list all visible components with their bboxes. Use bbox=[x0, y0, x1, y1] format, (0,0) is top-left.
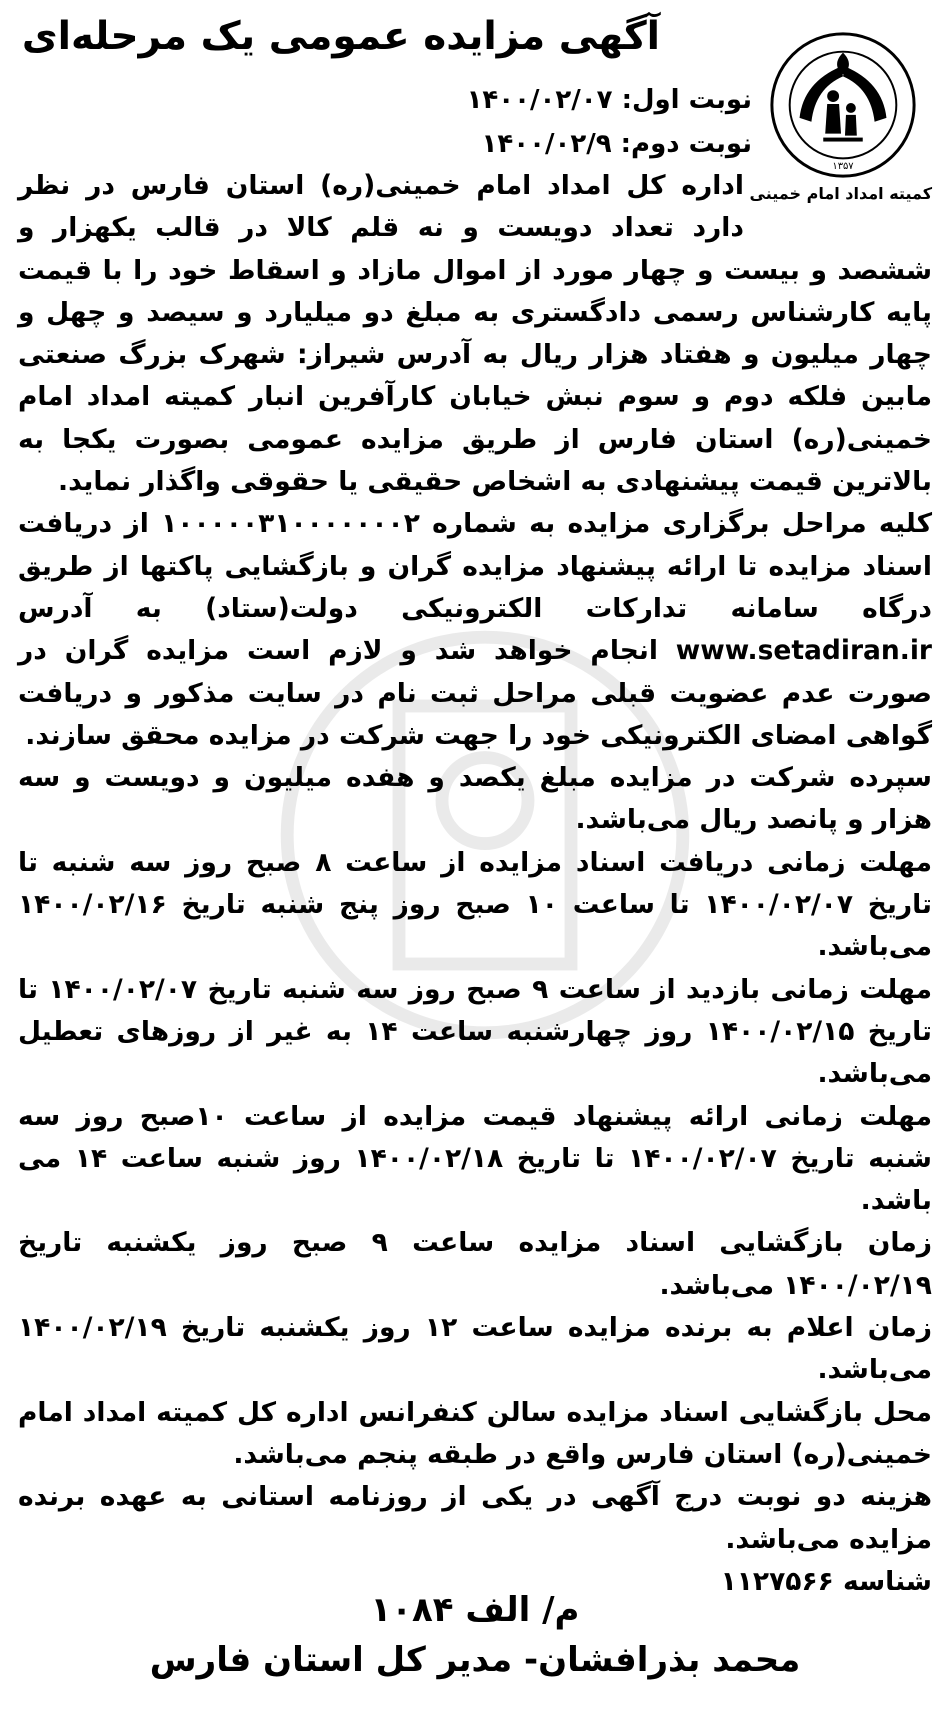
signature-block bbox=[0, 1590, 950, 1680]
logo-caption: کمیته امداد امام خمینی bbox=[749, 184, 932, 203]
logo-spacer bbox=[744, 165, 932, 249]
notice-body bbox=[18, 165, 932, 1603]
svg-text:۱۳۵۷: ۱۳۵۷ bbox=[832, 161, 854, 173]
paragraph-opening-time: زمان بازگشایی اسناد مزایده ساعت ۹ صبح روز یکشنبه تاریخ ۱۴۰۰/۰۲/۱۹ می‌باشد. bbox=[18, 1227, 932, 1301]
paragraph-offer-deadline: مهلت زمانی ارائه پیشنهاد قیمت مزایده از ساعت ۱۰صبح روز سه شنبه تاریخ ۱۴۰۰/۰۲/۰۷ تا تاریخ ۱۴۰۰/۰۲/۱۸ روز شنبه ساعت ۱۴ می باشد. bbox=[18, 1100, 932, 1217]
paragraph-deposit: سپرده شرکت در مزایده مبلغ یکصد و هفده میلیون و دویست و سه هزار و پانصد ریال می‌باشد. bbox=[18, 762, 932, 836]
shenaseh-id: شناسه ۱۱۲۷۵۶۶ bbox=[720, 1565, 932, 1597]
notice-title: آگهی مزایده عمومی یک مرحله‌ای bbox=[21, 14, 660, 59]
relief-committee-emblem-icon bbox=[764, 30, 922, 180]
paragraph-setad-procedure: کلیه مراحل برگزاری مزایده به شماره ۱۰۰۰۰۰۳۱۰۰۰۰۰۰۰۲ از دریافت اسناد مزایده تا ارائه پیشنهاد مزایده گران و بازگشایی پاکتها از طریق درگاه سامانه تدارکات الکترونیکی دولت(ستاد) به آدرس www.setadiran.ir انجام خواهد شد و لازم است مزایده گران در صورت عدم عضویت قبلی مراحل ثبت نام در سایت مذکور و دریافت گواهی امضای الکترونیکی خود را جهت شرکت در مزایده محقق سازند. bbox=[18, 508, 933, 751]
paragraph-visit-deadline: مهلت زمانی بازدید از ساعت ۹ صبح روز سه شنبه تاریخ ۱۴۰۰/۰۲/۰۷ تا تاریخ ۱۴۰۰/۰۲/۱۵ روز چهارشنبه ساعت ۱۴ به غیر از روزهای تعطیل می‌باشد. bbox=[18, 973, 932, 1090]
reference-code: م/ الف ۱۰۸۴ bbox=[370, 1590, 580, 1630]
second-publication-date: نوبت دوم: ۱۴۰۰/۰۲/۹ bbox=[481, 129, 752, 159]
paragraph-advert-cost: هزینه دو نوبت درج آگهی در یکی از روزنامه استانی به عهده برنده مزایده می‌باشد. bbox=[18, 1481, 932, 1555]
paragraph-opening-location: محل بازگشایی اسناد مزایده سالن کنفرانس اداره کل کمیته امداد امام خمینی(ره) استان فارس واقع در طبقه پنجم می‌باشد. bbox=[18, 1396, 932, 1470]
paragraph-intro: اداره کل امداد امام خمینی(ره) استان فارس در نظر دارد تعداد دویست و نه قلم کالا در قالب یکهزار و ششصد و بیست و چهار مورد از اموال مازاد و اسقاط خود را با قیمت پایه کارشناس رسمی دادگستری به مبلغ دو میلیارد و سیصد و چهل و چهار میلیون و هفتاد هزار ریال به آدرس شیراز: شهرک بزرگ صنعتی مابین فلکه دوم و سوم نبش خیابان کارآفرین انبار کمیته امداد امام خمینی(ره) استان فارس از طریق مزایده عمومی بصورت یکجا به بالاترین قیمت پیشنهادی به اشخاص حقیقی یا حقوقی واگذار نماید. bbox=[18, 170, 932, 498]
paragraph-document-deadline: مهلت زمانی دریافت اسناد مزایده از ساعت ۸ صبح روز سه شنبه تا تاریخ ۱۴۰۰/۰۲/۰۷ تا ساعت ۱۰ صبح روز پنج شنبه تاریخ ۱۴۰۰/۰۲/۱۶ می‌باشد. bbox=[18, 846, 933, 963]
paragraph-winner-announcement: زمان اعلام به برنده مزایده ساعت ۱۲ روز یکشنبه تاریخ ۱۴۰۰/۰۲/۱۹ می‌باشد. bbox=[18, 1312, 933, 1386]
signature-line: محمد بذرافشان- مدیر کل استان فارس bbox=[149, 1640, 801, 1680]
first-publication-date: نوبت اول: ۱۴۰۰/۰۲/۰۷ bbox=[466, 85, 752, 115]
